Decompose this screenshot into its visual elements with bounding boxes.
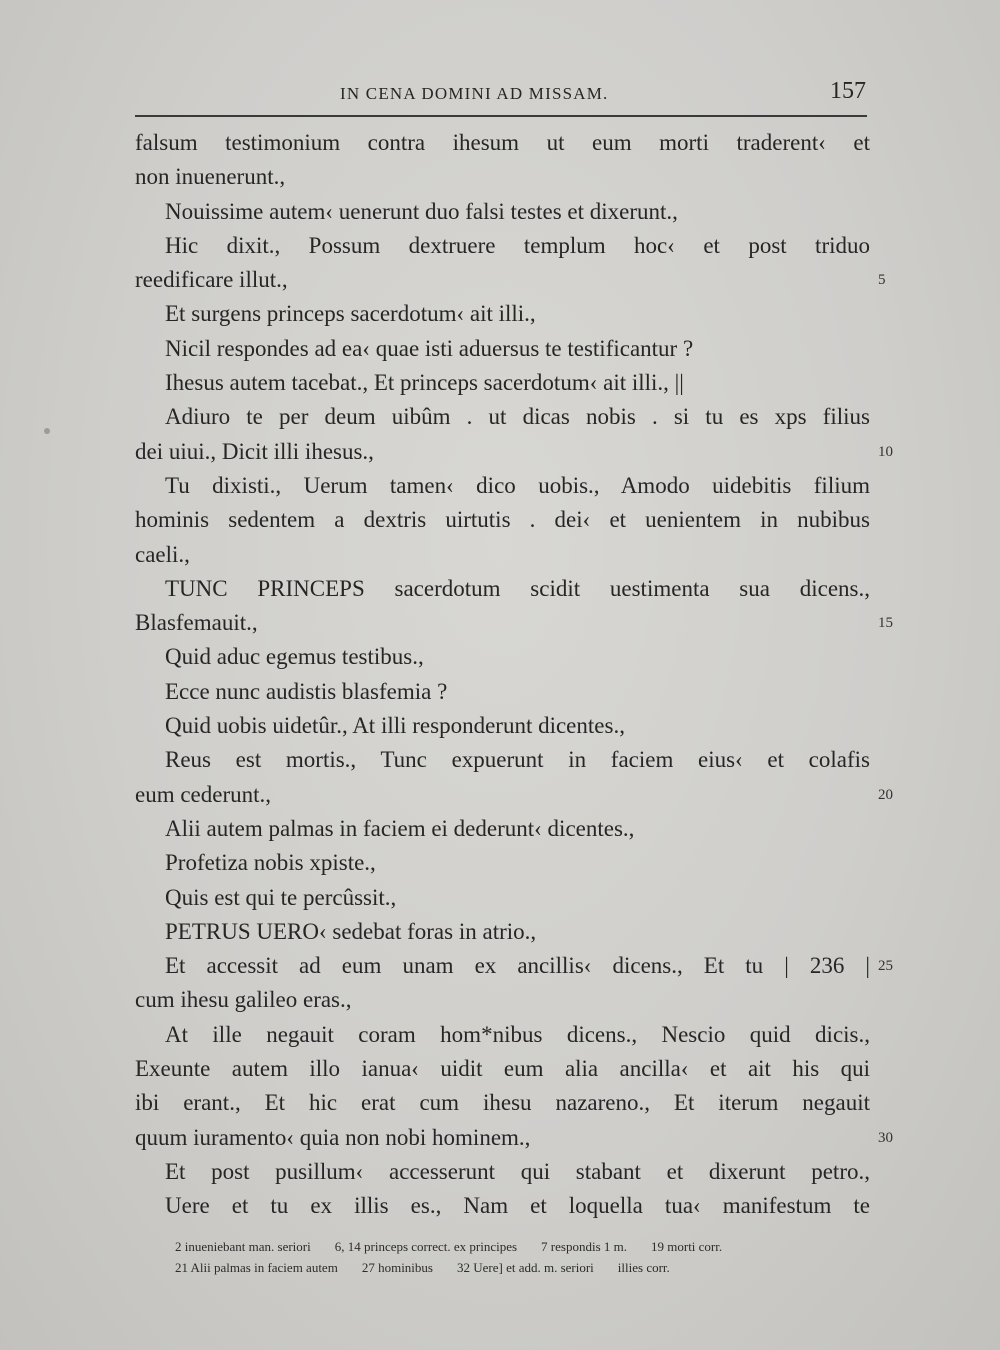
text-line: cum ihesu galileo eras.,	[135, 987, 352, 1013]
text-line: eum cederunt.,	[135, 781, 272, 807]
text-line: Tu dixisti., Uerum tamen‹ dico uobis., Amodo uidebitis filium	[165, 472, 870, 498]
text-line: Hic dixit., Possum dextruere templum hoc‹ et post triduo	[165, 232, 870, 258]
text-line: quum iuramento‹ quia non nobi hominem.,	[135, 1124, 531, 1150]
text-line: At ille negauit coram hom*nibus dicens., Nescio quid dicis.,	[165, 1021, 870, 1047]
footnote: 32 Uere] et add. m. seriori	[456, 1260, 594, 1275]
text-line: dei uiui., Dicit illi ihesus.,	[135, 438, 374, 464]
footnote-row	[175, 1257, 865, 1278]
text-line: Quid aduc egemus testibus.,	[165, 644, 424, 670]
text-line: Ihesus autem tacebat., Et princeps sacerdotum‹ ait illi., ||	[165, 370, 684, 396]
page-number: 157	[830, 78, 866, 104]
line-number: 25	[878, 958, 893, 975]
footnote-row	[175, 1236, 865, 1257]
text-line: reedificare illut.,	[135, 267, 288, 293]
text-line: Exeunte autem illo ianua‹ uidit eum alia ancilla‹ et ait his qui	[135, 1056, 870, 1082]
line-number: 5	[878, 272, 886, 289]
line-number: 20	[878, 786, 893, 803]
footnote: illies corr.	[617, 1260, 670, 1275]
text-line: Adiuro te per deum uibûm . ut dicas nobis . si tu es xps filius	[165, 404, 870, 430]
text-line: Et accessit ad eum unam ex ancillis‹ dicens., Et tu | 236 |	[165, 953, 870, 979]
text-line: caeli.,	[135, 541, 190, 567]
header-rule	[135, 115, 867, 117]
line-number: 10	[878, 443, 893, 460]
running-title: IN CENA DOMINI AD MISSAM.	[340, 84, 609, 103]
text-line: TUNC PRINCEPS sacerdotum scidit uestimenta sua dicens.,	[165, 575, 870, 601]
footnote: 7 respondis 1 m.	[541, 1239, 627, 1254]
footnote: 21 Alii palmas in faciem autem	[175, 1260, 338, 1275]
text-line: Reus est mortis., Tunc expuerunt in faciem eius‹ et colafis	[165, 747, 870, 773]
text-line: Nicil respondes ad ea‹ quae isti aduersus te testificantur ?	[165, 335, 694, 361]
footnote: 2 inueniebant man. seriori	[175, 1239, 311, 1254]
text-line: Uere et tu ex illis es., Nam et loquella tua‹ manifestum te	[165, 1193, 870, 1219]
footnote: 27 hominibus	[361, 1260, 433, 1275]
text-line: Et surgens princeps sacerdotum‹ ait illi.,	[165, 301, 536, 327]
text-line: hominis sedentem a dextris uirtutis . dei‹ et uenientem in nubibus	[135, 507, 870, 533]
text-line: Profetiza nobis xpiste.,	[165, 850, 376, 876]
footnote: 19 morti corr.	[651, 1239, 723, 1254]
text-line: Nouissime autem‹ uenerunt duo falsi testes et dixerunt.,	[165, 198, 678, 224]
text-line: ibi erant., Et hic erat cum ihesu nazareno., Et iterum negauit	[135, 1090, 870, 1116]
footnote: 6, 14 princeps correct. ex principes	[334, 1239, 518, 1254]
text-line: Blasfemauit.,	[135, 610, 258, 636]
body-text	[135, 126, 870, 1224]
text-line: Alii autem palmas in faciem ei dederunt‹ dicentes.,	[165, 815, 635, 841]
text-line: PETRUS UERO‹ sedebat foras in atrio.,	[165, 918, 537, 944]
text-line: non inuenerunt.,	[135, 164, 286, 190]
text-line: Ecce nunc audistis blasfemia ?	[165, 678, 448, 704]
page-header	[135, 78, 870, 110]
ink-spot	[44, 428, 50, 434]
text-line: Quis est qui te percûssit.,	[165, 884, 397, 910]
text-line: Quid uobis uidetûr., At illi responderunt dicentes.,	[165, 713, 625, 739]
line-number: 30	[878, 1129, 893, 1146]
text-line: Et post pusillum‹ accesserunt qui stabant et dixerunt petro.,	[165, 1158, 870, 1184]
footnotes	[175, 1236, 865, 1278]
text-line: falsum testimonium contra ihesum ut eum morti traderent‹ et	[135, 130, 870, 155]
line-number: 15	[878, 615, 893, 632]
